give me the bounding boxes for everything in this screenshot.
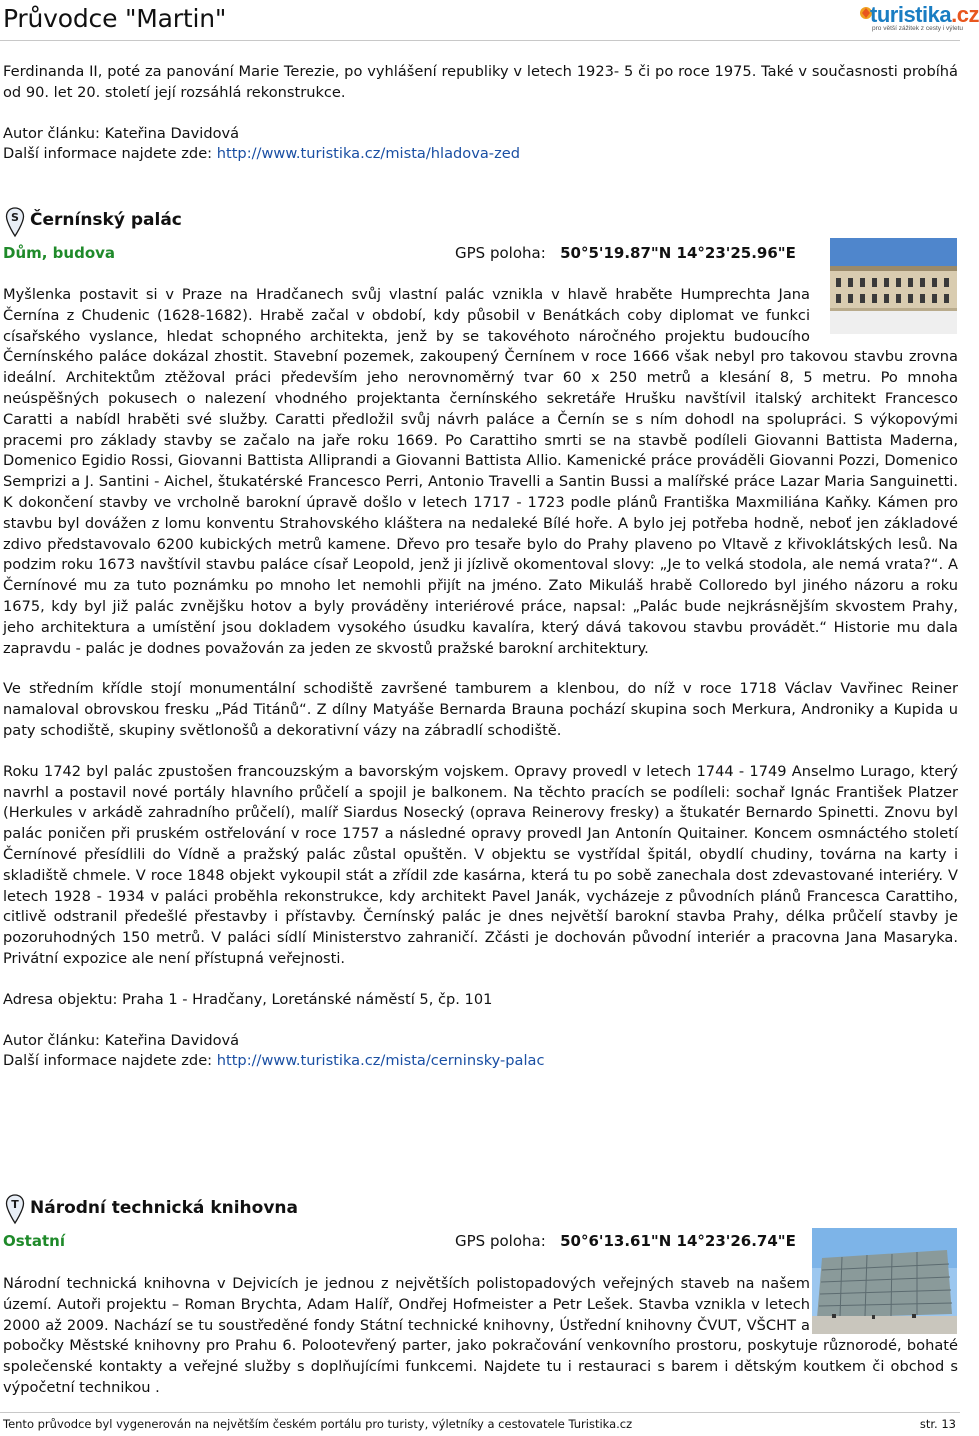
gps-coordinates: GPS poloha: 50°5'19.87"N 14°23'25.96"E: [455, 244, 796, 262]
svg-text:T: T: [11, 1198, 19, 1211]
intro-author: Autor článku: Kateřina Davidová: [3, 124, 240, 142]
section1-more-link[interactable]: http://www.turistika.cz/mista/cerninsky-palac: [216, 1052, 545, 1070]
header-divider: [0, 40, 960, 41]
section1-author: Autor článku: Kateřina Davidová: [3, 1031, 240, 1049]
intro-paragraph: Ferdinanda II, poté za panování Marie Terezie, po vyhlášení republiky v letech 1923- 5 či po roce 1975. Také v současnosti probíhá od 90. let 20. století její rozsáhlá rekonstrukce.: [3, 63, 958, 101]
gps-coordinates: GPS poloha: 50°6'13.61"N 14°23'26.74"E: [455, 1232, 796, 1250]
intro-more-link[interactable]: http://www.turistika.cz/mista/hladova-zed: [216, 145, 520, 163]
logo-tagline: pro větší zážitek z cesty i výletu: [872, 25, 964, 32]
section2-body: [3, 1274, 958, 1399]
section1-paragraph-1: Myšlenka postavit si v Praze na Hradčanech svůj vlastní palác vznikla v hlavě hraběte Humprechta Jana Černína z Chudenic (1628-1682). Hrabě začal v období, kdy působil v Benátkách coby diplomat ve funkci císařského vyslance, hledat schopného architekta, jenž by se takovéhoto náročného projektu budoucího Černínského paláce dokázal zhostit. Stavební pozemek, zakoupený Černínem v roce 1666 však nebyl pro takovou stavbu zrovna ideální. Architektům ztěžoval práci především jeho nerovnoměrný tvar 60 x 250 metrů a klesání 8, 5 metru. Po mnoha neúspěšných pokusech o nalezení vhodného projektanta černínského sekretáře Hrušku navštívil italský architekt Francesco Caratti a nabídl hraběti své služby. Caratti předložil svůj návrh paláce a Černín se s ním dohodl na spolupráci. S výkopovými pracemi pro základy stavby se začalo na jaře roku 1669. Po Carattiho smrti se na stavbě podíleli Giovanni Battista Maderna, Domenico Egidio Rossi, Giovanni Battista Alliprandi a Giovanni Battista Allio. Kamenické práce prováděli Giovanni Pozzi, Domenico Semprizi a J. Santini - Aichel, štukatérské Francesco Perri, Antonio Travelli a Santin Bussi a malířské práce Lazar Maria Sanguinetti. K dokončení stavby ve vrcholně barokní úpravě došlo v letech 1717 - 1723 podle plánů Františka Maxmiliána Kaňky. Kámen pro stavbu byl dovážen z lomu konventu Strahovského kláštera na nedaleké Bílé hoře. A bylo jej potřeba hodně, neboť jen základové zdivo představovalo 6200 kubických metrů kamene. Dřevo pro tesaře bylo do Prahy plaveno po Vltavě z křivoklátských lesů. Na podzim roku 1673 navštívil stavbu paláce císař Leopold, jenž ji jízlivě okomentoval slovy: „Je to velká stodola, ale nemá vrata?“. A Černínové mu za tuto poznámku po mnoho let nemohli přijít na jméno. Zato Mikuláš hrabě Colloredo byl jiného názoru a roku 1675, kdy byl již palác zvnějšku hotov a byly prováděny interiérové práce, napsal: „Palác bude nejkrásnějším skvostem Prahy, jeho architektura a umístění jsou dokladem vysokého úsudku kavalíra, který dává takovou stavbu provádět.“ Historie mu dala zapravdu - palác je dodnes považován za jeden ze skvostů pražské barokní architektury.: [3, 286, 958, 657]
footer-divider: [0, 1412, 960, 1413]
section1-address: Adresa objektu: Praha 1 - Hradčany, Loretánské náměstí 5, čp. 101: [3, 990, 493, 1008]
section2-paragraph: Národní technická knihovna v Dejvicích je jednou z největších polistopadových veřejných staveb na našem území. Autoři projektu – Roman Brychta, Adam Halíř, Ondřej Hofmeister a Petr Lešek. Stavba vznikla v letech 2000 až 2009. Nachází se tu soustředěné fondy Státní technické knihovny, Ústřední knihovny ČVUT, VŠCHT a pobočky Městské knihovny pro Prahu 6. Polootevřený parter, jako pokračování venkovního prostoru, poskytuje různorodé, bohaté společenské kontakty a veřejné služby s doplňujícími funkcemi. Najdete tu i restauraci s barem i dětským koutkem či obchod s výpočetní technikou .: [3, 1275, 958, 1396]
category-label: Ostatní: [3, 1232, 65, 1250]
map-pin-s-icon: [5, 207, 25, 237]
section1-paragraph-3: Roku 1742 byl palác zpustošen francouzským a bavorským vojskem. Opravy provedl v letech 1744 - 1749 Anselmo Lurago, který navrhl a postavil nové portály hlavního průčelí a spojil je balkonem. Na těchto pracích se podíleli: sochař Ignác František Platzer (Herkules v arkádě zahradního průčelí), malíř Siardus Nosecký (oprava Reinerovy fresky) a štukatér Bernardo Spinetti. Znovu byl palác poničen při pruském ostřelování v roce 1757 a následné opravy provedl Jan Antonín Quitainer. Koncem osmnáctého století Černínové přesídlili do Vídně a pražský palác zůstal opuštěn. V objektu se vystřídal špitál, obydlí chudiny, továrna na karty i skladiště chmele. V roce 1848 objekt vykoupil stát a zřídil zde kasárna, která tu po sobě zanechala dost zdevastované interiéry. V letech 1928 - 1934 v paláci proběhla rekonstrukce, kdy architekt Pavel Janák, vycházeje z původních plánů Francesca Carattiho, citlivě odstranil předešlé přestavby i přístavby. Černínský palác je dnes největší barokní stavba Prahy, délka průčelí stavby je pozoruhodných 150 metrů. V paláci sídlí Ministerstvo zahraničí. Zčásti je dochován původní interiér a pracovna Jana Masaryka. Privátní expozice ale není přístupná veřejnosti.: [3, 762, 958, 967]
section1-body: [3, 285, 958, 1072]
section-title-ntk: Národní technická knihovna: [30, 1198, 298, 1218]
section1-more-info: Další informace najdete zde: http://www.turistika.cz/mista/cerninsky-palac: [3, 1052, 545, 1070]
page-number: str. 13: [919, 1417, 956, 1431]
map-pin-t-icon: [5, 1194, 25, 1224]
page-header: [0, 0, 979, 40]
section-title-cerninsky: Černínský palác: [30, 210, 182, 230]
guide-title: Průvodce "Martin": [3, 4, 227, 33]
category-label: Dům, budova: [3, 244, 116, 262]
turistika-logo[interactable]: [858, 2, 979, 36]
intro-more-info: Další informace najdete zde: http://www.turistika.cz/mista/hladova-zed: [3, 145, 520, 163]
footer-note: Tento průvodce byl vygenerován na největším českém portálu pro turisty, výletníky a cestovatele Turistika.cz: [3, 1417, 633, 1431]
intro-block: [3, 62, 958, 165]
logo-wordmark: turistika.cz: [870, 2, 979, 27]
svg-text:S: S: [11, 211, 19, 224]
section1-paragraph-2: Ve středním křídle stojí monumentální schodiště završené tamburem a klenbou, do níž v roce 1718 Václav Vavřinec Reiner namaloval obrovskou fresku „Pád Titánů“. Z dílny Matyáše Bernarda Brauna pochází skupina soch Merkura, Androniky a Kupida u paty schodiště, skupiny světlonošů a dekorativní vázy na zábradlí schodiště.: [3, 680, 958, 739]
